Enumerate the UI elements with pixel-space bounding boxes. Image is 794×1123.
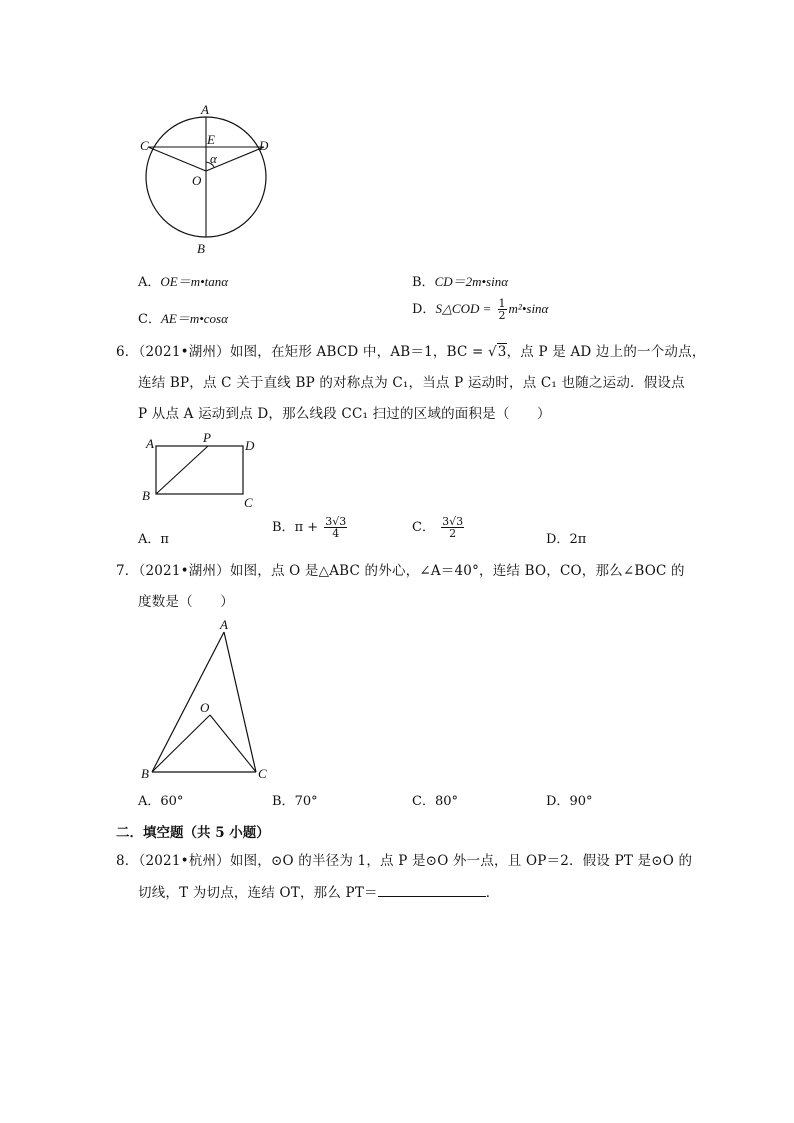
q7-option-d[interactable]: D．90° xyxy=(546,794,593,809)
label-p: P xyxy=(203,430,211,445)
label-a: A xyxy=(201,102,209,117)
q6-option-b[interactable]: B．π + $\frac{3√3}{4}$ xyxy=(272,515,347,540)
fraction-3sqrt3-over-2: $\frac{3√3}{2}$ xyxy=(442,515,464,540)
radius-oc xyxy=(148,147,206,171)
q6-line1: 6．（2021•湖州）如图，在矩形 ABCD 中，AB＝1，BC = √3，点 P 是 AD 边上的一个动点， xyxy=(116,344,706,360)
label-alpha: α xyxy=(210,151,217,166)
q6-option-c[interactable]: C． $\frac{3√3}{2}$ xyxy=(412,515,464,540)
q5-option-a[interactable]: A．OE＝m•tanα xyxy=(138,274,229,290)
segment-bo xyxy=(152,715,210,772)
label-c: C xyxy=(258,766,267,781)
q8-line1: 8．（2021•杭州）如图，⊙O 的半径为 1，点 P 是⊙O 外一点，且 OP＝2．假设 PT 是⊙O 的 xyxy=(116,853,693,869)
fraction-3sqrt3-over-4: $\frac{3√3}{4}$ xyxy=(325,515,347,540)
label-c: C xyxy=(244,495,253,510)
q7-triangle-figure xyxy=(138,615,278,785)
section-fill-in-title: 二．填空题（共 5 小题） xyxy=(116,825,270,841)
label-d: D xyxy=(259,138,269,153)
label-b: B xyxy=(141,766,149,781)
q5-option-c[interactable]: C．AE＝m•cosα xyxy=(138,311,228,327)
label-a: A xyxy=(220,617,228,632)
label-b: B xyxy=(197,241,205,256)
q7-option-b[interactable]: B．70° xyxy=(272,794,318,809)
label-a: A xyxy=(146,436,154,451)
side-ab xyxy=(152,632,224,772)
q7-option-a[interactable]: A．60° xyxy=(138,794,184,809)
q6-option-a[interactable]: A．π xyxy=(138,532,169,547)
answer-blank[interactable] xyxy=(378,882,486,897)
q6-rectangle-figure xyxy=(138,430,268,512)
label-o: O xyxy=(200,700,210,715)
label-d: D xyxy=(245,438,255,453)
q5-option-b[interactable]: B．CD＝2m•sinα xyxy=(412,274,509,290)
segment-bp xyxy=(156,446,208,494)
q6-line3: P 从点 A 运动到点 D，那么线段 CC₁ 扫过的区域的面积是（ ） xyxy=(138,406,551,422)
q5-option-d[interactable]: D．S△COD = $\frac{1}{2}$ m²•sinα xyxy=(412,297,549,322)
q7-line1: 7．（2021•湖州）如图，点 O 是△ABC 的外心，∠A＝40°，连结 BO，CO，那么∠BOC 的 xyxy=(116,563,685,579)
q6-line2: 连结 BP，点 C 关于直线 BP 的对称点为 C₁，当点 P 运动时，点 C₁ 也随之运动．假设点 xyxy=(138,375,685,391)
label-b: B xyxy=(142,488,150,503)
label-o: O xyxy=(192,173,202,188)
q5-circle-figure xyxy=(130,100,290,262)
q7-option-c[interactable]: C．80° xyxy=(412,794,458,809)
label-c: C xyxy=(140,138,149,153)
side-ac xyxy=(224,632,256,772)
q6-option-d[interactable]: D．2π xyxy=(546,532,587,547)
q7-line2: 度数是（ ） xyxy=(138,594,234,610)
label-e: E xyxy=(207,132,215,147)
q8-line2: 切线，T 为切点，连结 OT，那么 PT＝ ． xyxy=(138,882,499,904)
fraction-half: $\frac{1}{2}$ xyxy=(498,297,506,322)
